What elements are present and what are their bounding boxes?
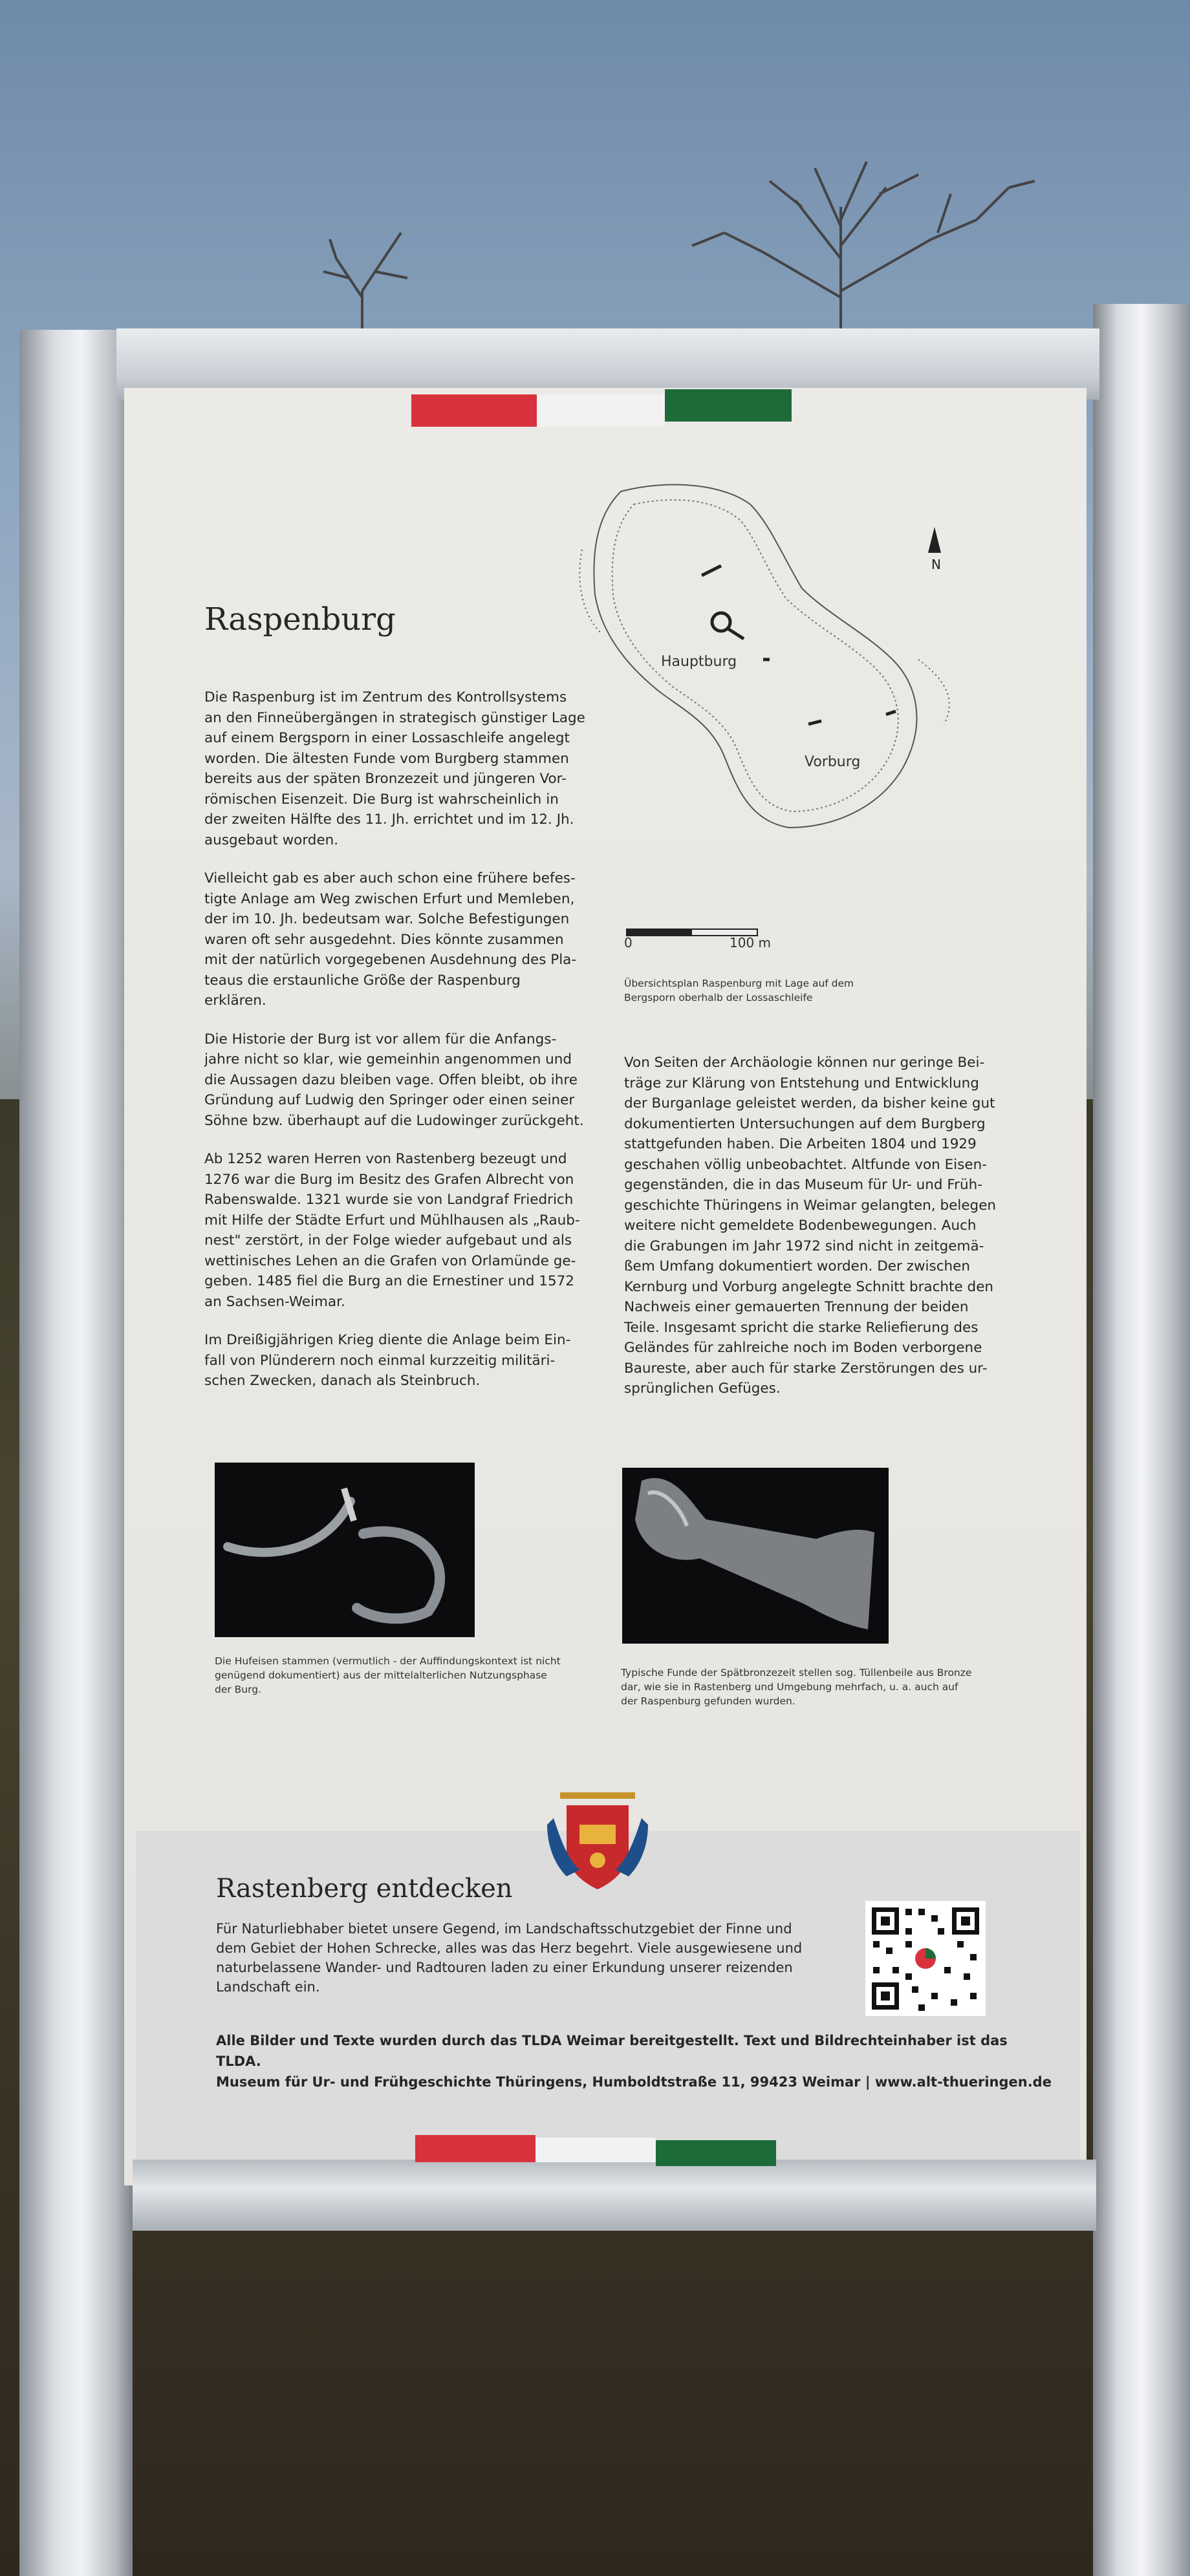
footer-title: Rastenberg entdecken bbox=[216, 1874, 513, 1904]
flag-stripe-green-top bbox=[665, 389, 792, 422]
paragraph-1: Die Raspenburg ist im Zentrum des Kontrollsystems an den Finneübergängen in strategisch günstiger Lage auf einem Bergsporn in einer Lossaschleife angelegt worden. Die ältesten Funde vom Burgberg stammen bereits aus der späten Bronzezeit und jüngeren Vor- römischen Eisenzeit. Die Burg ist wahrscheinlich in der zweiten Hälfte des 11. Jh. errichtet und im 12. Jh. ausgebaut worden. bbox=[204, 689, 585, 848]
castle-site-map bbox=[556, 466, 1022, 918]
coat-of-arms-logo bbox=[541, 1779, 654, 1893]
paragraph-2: Vielleicht gab es aber auch schon eine frühere befes- tigte Anlage am Weg zwischen Erfurt und Memleben, der im 10. Jh. bedeutsam war. Solche Befestigungen waren oft sehr ausgedehnt. Dies könnte zusammen mit der natürlich vorgegebenen Ausdehnung des Pla- teaus die erstaunliche Größe der Raspenburg erklären. bbox=[204, 870, 577, 1009]
paragraph-3: Die Historie der Burg ist vor allem für die Anfangs- jahre nicht so klar, wie gemeinhin angenommen und die Aussagen dazu bleiben vage. Offen bleibt, ob ihre Gründung auf Ludwig den Springer oder einen seiner Söhne bzw. überhaupt auf die Ludowinger zurückgeht. bbox=[204, 1031, 584, 1129]
photo-bronze-axe bbox=[622, 1468, 889, 1644]
flag-stripe-white-bottom bbox=[536, 2138, 656, 2162]
flag-stripe-green-bottom bbox=[656, 2140, 776, 2166]
sign-post-left bbox=[19, 330, 133, 2576]
paragraph-4: Ab 1252 waren Herren von Rastenberg bezeugt und 1276 war die Burg im Besitz des Grafen Albrecht von Rabenswalde. 1321 wurde sie von Landgraf Friedrich mit Hilfe der Städte Erfurt und Mühlhausen als „Raub- nest" zerstört, in der Folge wieder aufgebaut und als wettinisches Lehen an die Grafen von Orlamünde ge- geben. 1485 fiel die Burg an die Ernestiner und 1572 an Sachsen-Weimar. bbox=[204, 1151, 580, 1310]
flag-stripe-white-top bbox=[537, 394, 665, 427]
map-label-vorburg: Vorburg bbox=[805, 754, 861, 770]
map-caption: Übersichtsplan Raspenburg mit Lage auf dem Bergsporn oberhalb der Lossaschleife bbox=[624, 978, 854, 1004]
footer-credits: Alle Bilder und Texte wurden durch das TLDA Weimar bereitgestellt. Text und Bildrechteinhaber ist das TLDA. Museum für Ur- und Frühgeschichte Thüringens, Humboldtstraße 11, 99423 Weimar | www.alt-thueringen.de bbox=[216, 2033, 1052, 2090]
horseshoe-illustration bbox=[215, 1463, 475, 1637]
qr-code bbox=[865, 1901, 986, 2016]
map-scale-end: 100 m bbox=[730, 935, 772, 950]
map-north-label: N bbox=[931, 557, 941, 572]
right-paragraph: Von Seiten der Archäologie können nur geringe Bei- träge zur Klärung von Entstehung und Entwicklung der Burganlage geleistet werden, da bisher keine gut dokumentierten Untersuchungen auf dem Burgberg stattgefunden haben. Die Arbeiten 1804 und 1929 geschahen völlig unbeobachtet. Altfunde von Eisen- gegenständen, die in das Museum für Ur- und Früh- geschichte Thüringens in Weimar gelangten, belegen weitere nicht gemeldete Bodenbewegungen. Auch die Grabungen im Jahr 1972 sind nicht in zeitgemä- ßem Umfang dokumentiert worden. Der zwischen Kernburg und Vorburg angelegte Schnitt brachte den Nachweis einer gemauerten Trennung der beiden Teile. Insgesamt spricht die starke Reliefierung des Geländes für zahlreiche noch im Boden verborgene Baureste, aber auch für starke Zerstörungen des ur- sprünglichen Gefüges. bbox=[624, 1055, 997, 1397]
qr-code-pattern bbox=[865, 1901, 986, 2016]
right-column-text bbox=[624, 1053, 1012, 1417]
paragraph-5: Im Dreißigjährigen Krieg diente die Anlage beim Ein- fall von Plünderern noch einmal kurzzeitig militäri- schen Zwecken, danach als Steinbruch. bbox=[204, 1332, 571, 1389]
map-label-hauptburg: Hauptburg bbox=[661, 654, 737, 670]
flag-stripe-red-top bbox=[411, 394, 537, 427]
bronze-axe-illustration bbox=[622, 1468, 889, 1644]
sign-title: Raspenburg bbox=[204, 601, 396, 638]
flag-stripe-red-bottom bbox=[415, 2135, 536, 2162]
map-scale-start: 0 bbox=[624, 935, 633, 950]
left-column-text bbox=[204, 687, 586, 1410]
photo-left-caption: Die Hufeisen stammen (vermutlich - der Auffindungskontext ist nicht genügend dokumentiert) aus der mittelalterlichen Nutzungsphase der Burg. bbox=[215, 1655, 561, 1695]
photo-right-caption: Typische Funde der Spätbronzezeit stellen sog. Tüllenbeile aus Bronze dar, wie sie in Rastenberg und Umgebung mehrfach, u. a. auch auf der Raspenburg gefunden wurden. bbox=[621, 1667, 972, 1707]
photo-horseshoes bbox=[215, 1463, 475, 1637]
sign-frame-bottom bbox=[133, 2160, 1096, 2231]
sign-post-right bbox=[1093, 304, 1190, 2576]
footer-text: Für Naturliebhaber bietet unsere Gegend, im Landschaftsschutzgebiet der Finne und dem Gebiet der Hohen Schrecke, alles was das Herz begehrt. Viele ausgewiesene und naturbelassene Wander- und Radtouren laden zu einer Erkundung unserer reizenden Landschaft ein. bbox=[216, 1921, 803, 1995]
